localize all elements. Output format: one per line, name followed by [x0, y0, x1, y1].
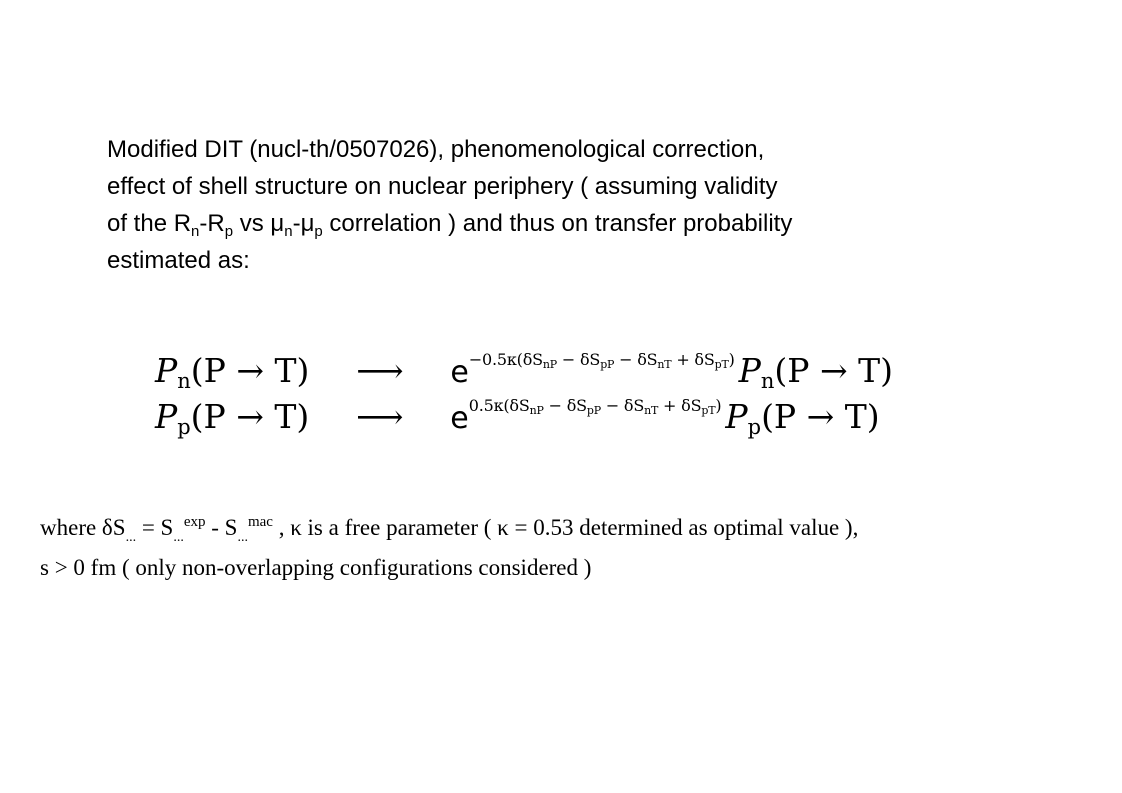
definitions-line-2: s > 0 fm ( only non-overlapping configurations considered ): [40, 555, 592, 580]
equation-proton-transfer: $P_p(P \to T)$ ⟶ $e^{0.5\kappa(\delta SnP - \delta SpP - \delta SnT + \delta SpT)}$ $P_p(P \to T)$: [155, 396, 880, 439]
long-right-arrow: ⟶: [356, 351, 404, 390]
intro-line-1: Modified DIT (nucl-th/0507026), phenomenological correction,: [107, 136, 765, 163]
intro-line-2: effect of shell structure on nuclear periphery ( assuming validity: [107, 173, 778, 200]
exponent: 0.5κ(δSnP − δSpP − δSnT + δSpT): [468, 396, 722, 417]
definitions-line-1: where $\delta S_{...} = S_{...}^{exp} - S_{...}^{mac}$ , κ is a free parameter ( κ = 0.53 determined as optimal value ),: [40, 514, 859, 545]
equation-neutron-transfer: $P_n(P \to T)$ ⟶ $e^{-0.5\kappa(\delta SnP - \delta SpP - \delta SnT + \delta SpT)}$ $P_n(P \to T)$: [155, 350, 894, 393]
exponent: −0.5κ(δSnP − δSpP − δSnT + δSpT): [468, 350, 735, 371]
long-right-arrow: ⟶: [356, 397, 404, 436]
intro-paragraph: [107, 131, 1007, 279]
intro-line-4: estimated as:: [107, 247, 250, 274]
intro-line-3: of the $R_n-R_p$ vs $\mu_n-\mu_p$ correlation ) and thus on transfer probability: [107, 210, 793, 240]
definitions-paragraph: [40, 508, 1115, 588]
